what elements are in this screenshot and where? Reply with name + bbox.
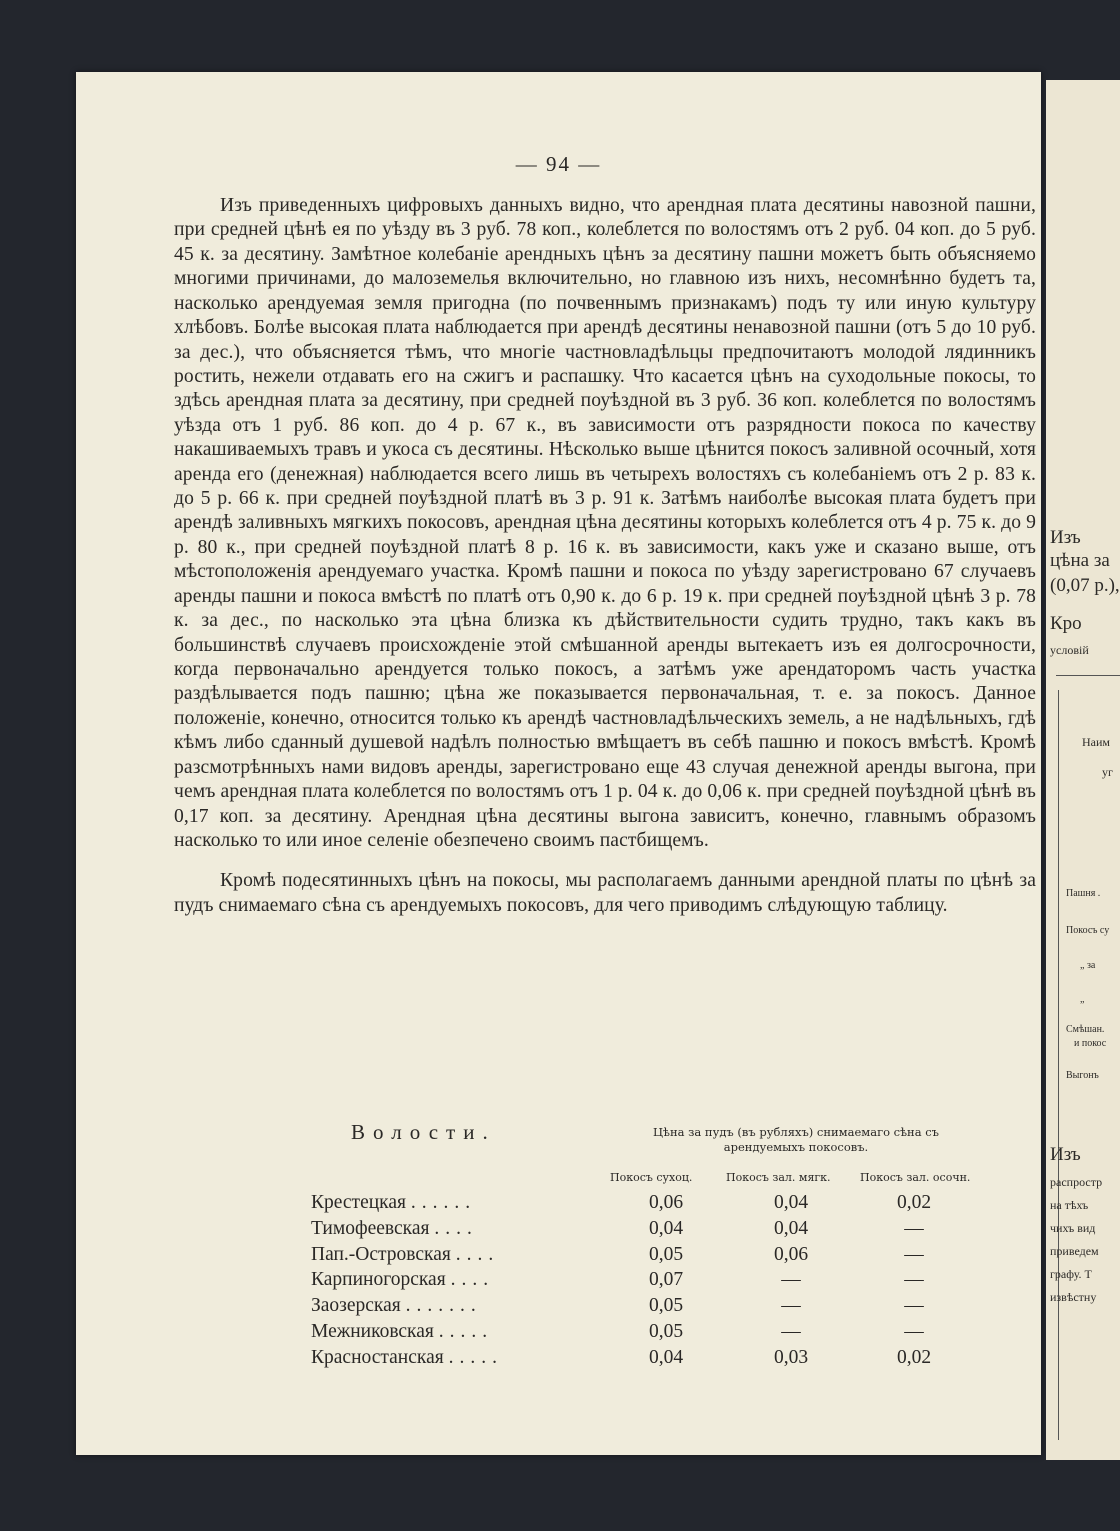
value-cell: 0,05 bbox=[648, 1243, 684, 1265]
table-subheader: Покосъ зал. осочн. bbox=[860, 1171, 971, 1184]
table-row bbox=[311, 1244, 1011, 1270]
table-row bbox=[311, 1269, 1011, 1295]
adjacent-fragment: Кро bbox=[1050, 613, 1082, 634]
adjacent-fragment: Наим bbox=[1082, 735, 1111, 749]
body-text bbox=[174, 194, 1036, 918]
volost-name: Карпиногорская bbox=[311, 1269, 446, 1291]
adjacent-fragment: „ за bbox=[1080, 960, 1096, 971]
value-cell: — bbox=[904, 1320, 924, 1342]
value-cell: 0,04 bbox=[773, 1217, 809, 1239]
table-row bbox=[311, 1192, 1011, 1218]
value-cell: 0,02 bbox=[896, 1346, 932, 1368]
volost-name: Красностанская bbox=[311, 1346, 444, 1368]
adjacent-fragment: (0,07 р.), bbox=[1050, 575, 1120, 596]
adjacent-fragment: условій bbox=[1050, 643, 1089, 657]
adjacent-page bbox=[1046, 80, 1120, 1460]
adjacent-fragment: чихъ вид bbox=[1050, 1221, 1096, 1235]
value-cell: — bbox=[904, 1295, 924, 1317]
adjacent-fragment: Пашня . bbox=[1066, 888, 1101, 899]
value-cell: 0,02 bbox=[896, 1192, 932, 1213]
adjacent-fragment: распростр bbox=[1050, 1175, 1103, 1189]
leader-dots: ..... bbox=[448, 1346, 503, 1368]
value-cell: 0,04 bbox=[648, 1346, 684, 1368]
adjacent-fragment: Смѣшан. bbox=[1066, 1024, 1105, 1035]
value-cell: — bbox=[781, 1269, 801, 1291]
adjacent-fragment: уг bbox=[1102, 765, 1113, 779]
adjacent-fragment: на тѣхъ bbox=[1050, 1198, 1089, 1212]
table-row bbox=[311, 1347, 1011, 1373]
value-cell: — bbox=[904, 1217, 924, 1239]
book-page bbox=[76, 72, 1041, 1455]
table-row bbox=[311, 1321, 1011, 1347]
adjacent-fragment: Покосъ су bbox=[1066, 925, 1110, 936]
table-rule bbox=[1058, 690, 1059, 1440]
page-number: — 94 — bbox=[515, 152, 602, 176]
table-column-title: Волости. bbox=[351, 1120, 496, 1144]
table-row bbox=[311, 1295, 1011, 1321]
value-cell: — bbox=[904, 1243, 924, 1265]
value-cell: 0,03 bbox=[773, 1346, 809, 1368]
value-cell: — bbox=[781, 1320, 801, 1342]
value-cell: 0,06 bbox=[773, 1243, 809, 1265]
table-subheader: Покосъ сухоц. bbox=[610, 1171, 693, 1184]
adjacent-fragment: приведем bbox=[1050, 1244, 1099, 1258]
leader-dots: .... bbox=[455, 1243, 500, 1265]
value-cell: 0,05 bbox=[648, 1295, 684, 1317]
volost-name: Тимофеевская bbox=[311, 1217, 430, 1239]
adjacent-fragment: извѣстну bbox=[1050, 1290, 1097, 1304]
volost-name: Пап.-Островская bbox=[311, 1243, 451, 1265]
volost-name: Заозерская bbox=[311, 1295, 401, 1317]
paragraph: Изъ приведенныхъ цифровыхъ данныхъ видно, что арендная плата десятины навозной пашни, при средней цѣнѣ ея по уѣзду въ 3 руб. 78 коп., колеблется по волостямъ отъ 2 руб. 04 коп. до 5 руб. 45 к. за десятину. Замѣтное колебаніе арендныхъ цѣнъ за десятину пашни можетъ быть объясняемо многими причинами, до малоземелья включительно, но главною изъ нихъ, несомнѣнно будетъ та, насколько арендуемая земля пригодна (по почвеннымъ признакамъ) подъ ту или иную культуру хлѣбовъ. Болѣе высокая плата наблюдается при арендѣ десятины ненавозной пашни (отъ 5 до 10 руб. за дес.), что объясняется тѣмъ, что многіе частновладѣльцы предпочитаютъ молодой лядинникъ ростить, нежели отдавать его на сжигъ и распашку. Что касается цѣнъ на суходольные покосы, то здѣсь арендная плата за десятину, при средней поуѣздной въ 3 руб. 36 коп. колеблется по волостямъ уѣзда отъ 1 руб. 86 коп. до 4 р. 67 к., въ зависимости отъ разрядности покоса по качеству накашиваемыхъ травъ и укоса съ десятины. Нѣсколько выше цѣнится покосъ заливной осочный, хотя аренда его (денежная) наблюдается всего лишь въ четырехъ волостяхъ съ колебаніемъ отъ 2 р. 83 к. до 5 р. 66 к. при средней поуѣздной платѣ въ 3 р. 91 к. Затѣмъ наиболѣе высокая плата будетъ при арендѣ заливныхъ мягкихъ покосовъ, арендная цѣна десятины которыхъ колеблется отъ 4 р. 75 к. до 9 р. 80 к., при средней поуѣздной платѣ 8 р. 16 к. въ зависимости, какъ уже и сказано выше, отъ мѣстоположенія арендуемаго участка. Кромѣ пашни и покоса по уѣзду зарегистровано 67 случаевъ аренды пашни и покоса вмѣстѣ по платѣ отъ 0,90 к. до 6 р. 19 к. при средней поуѣздной цѣнѣ 3 р. 78 к. за дес., по насколько эта цѣна близка къ дѣйствительности судить трудно, такъ какъ въ большинствѣ случаевъ происхожденіе этой смѣшанной аренды вытекаетъ изъ ея долгосрочности, когда первоначально арендуется только покосъ, а затѣмъ уже арендаторомъ часть участка раздѣлывается подъ пашню; цѣна же показывается первоначальная, т. е. за покосъ. Данное положеніе, конечно, относится только къ арендѣ частновладѣльческихъ земель, а не надѣльныхъ, гдѣ кѣмъ либо сданный душевой надѣлъ полностью вмѣщаетъ въ себѣ пашню и покосъ вмѣстѣ. Кромѣ разсмотрѣнныхъ нами видовъ аренды, зарегистровано еще 43 случая денежной аренды выгона, при чемъ арендная плата колеблется по волостямъ отъ 1 р. 04 к. до 0,06 к. при средней поуѣздной цѣнѣ въ 0,17 коп. за десятину. Арендная цѣна десятины выгона зависитъ, конечно, главнымъ образомъ насколько то или иное селеніе обезпечено своимъ пастбищемъ. bbox=[174, 195, 1036, 851]
adjacent-fragment: и покос bbox=[1074, 1038, 1107, 1049]
adjacent-fragment: Выгонъ bbox=[1066, 1070, 1099, 1081]
table-body bbox=[311, 1192, 1011, 1373]
paragraph: Кромѣ подесятинныхъ цѣнъ на покосы, мы располагаемъ данными арендной платы по цѣнѣ за пудъ снимаемаго сѣна съ арендуемыхъ покосовъ, для чего приводимъ слѣдующую таблицу. bbox=[174, 870, 1036, 916]
volost-name: Межниковская bbox=[311, 1320, 434, 1342]
adjacent-fragment: Изъ bbox=[1050, 527, 1081, 548]
value-cell: 0,04 bbox=[773, 1192, 809, 1213]
leader-dots: .... bbox=[450, 1269, 495, 1291]
volost-name: Крестецкая bbox=[311, 1192, 406, 1213]
table-rule bbox=[1056, 675, 1120, 676]
leader-dots: .... bbox=[434, 1217, 478, 1239]
adjacent-fragment: „ bbox=[1080, 994, 1085, 1005]
leader-dots: ..... bbox=[438, 1320, 494, 1342]
value-cell: 0,04 bbox=[648, 1217, 684, 1239]
adjacent-fragment: Изъ bbox=[1050, 1144, 1081, 1165]
adjacent-fragment: цѣна за bbox=[1050, 550, 1110, 571]
table-subheader: Покосъ зал. мягк. bbox=[726, 1171, 831, 1184]
leader-dots: ...... bbox=[410, 1192, 477, 1213]
adjacent-fragment: графу. Т bbox=[1050, 1267, 1092, 1281]
value-cell: — bbox=[904, 1269, 924, 1291]
table-group-header: Цѣна за пудъ (въ рубляхъ) снимаемаго сѣна съ арендуемыхъ покосовъ. bbox=[653, 1125, 939, 1154]
table-row bbox=[311, 1218, 1011, 1244]
leader-dots: ....... bbox=[405, 1295, 482, 1317]
value-cell: 0,05 bbox=[648, 1320, 684, 1342]
value-cell: — bbox=[781, 1295, 801, 1317]
value-cell: 0,07 bbox=[648, 1269, 684, 1291]
value-cell: 0,06 bbox=[648, 1192, 684, 1213]
